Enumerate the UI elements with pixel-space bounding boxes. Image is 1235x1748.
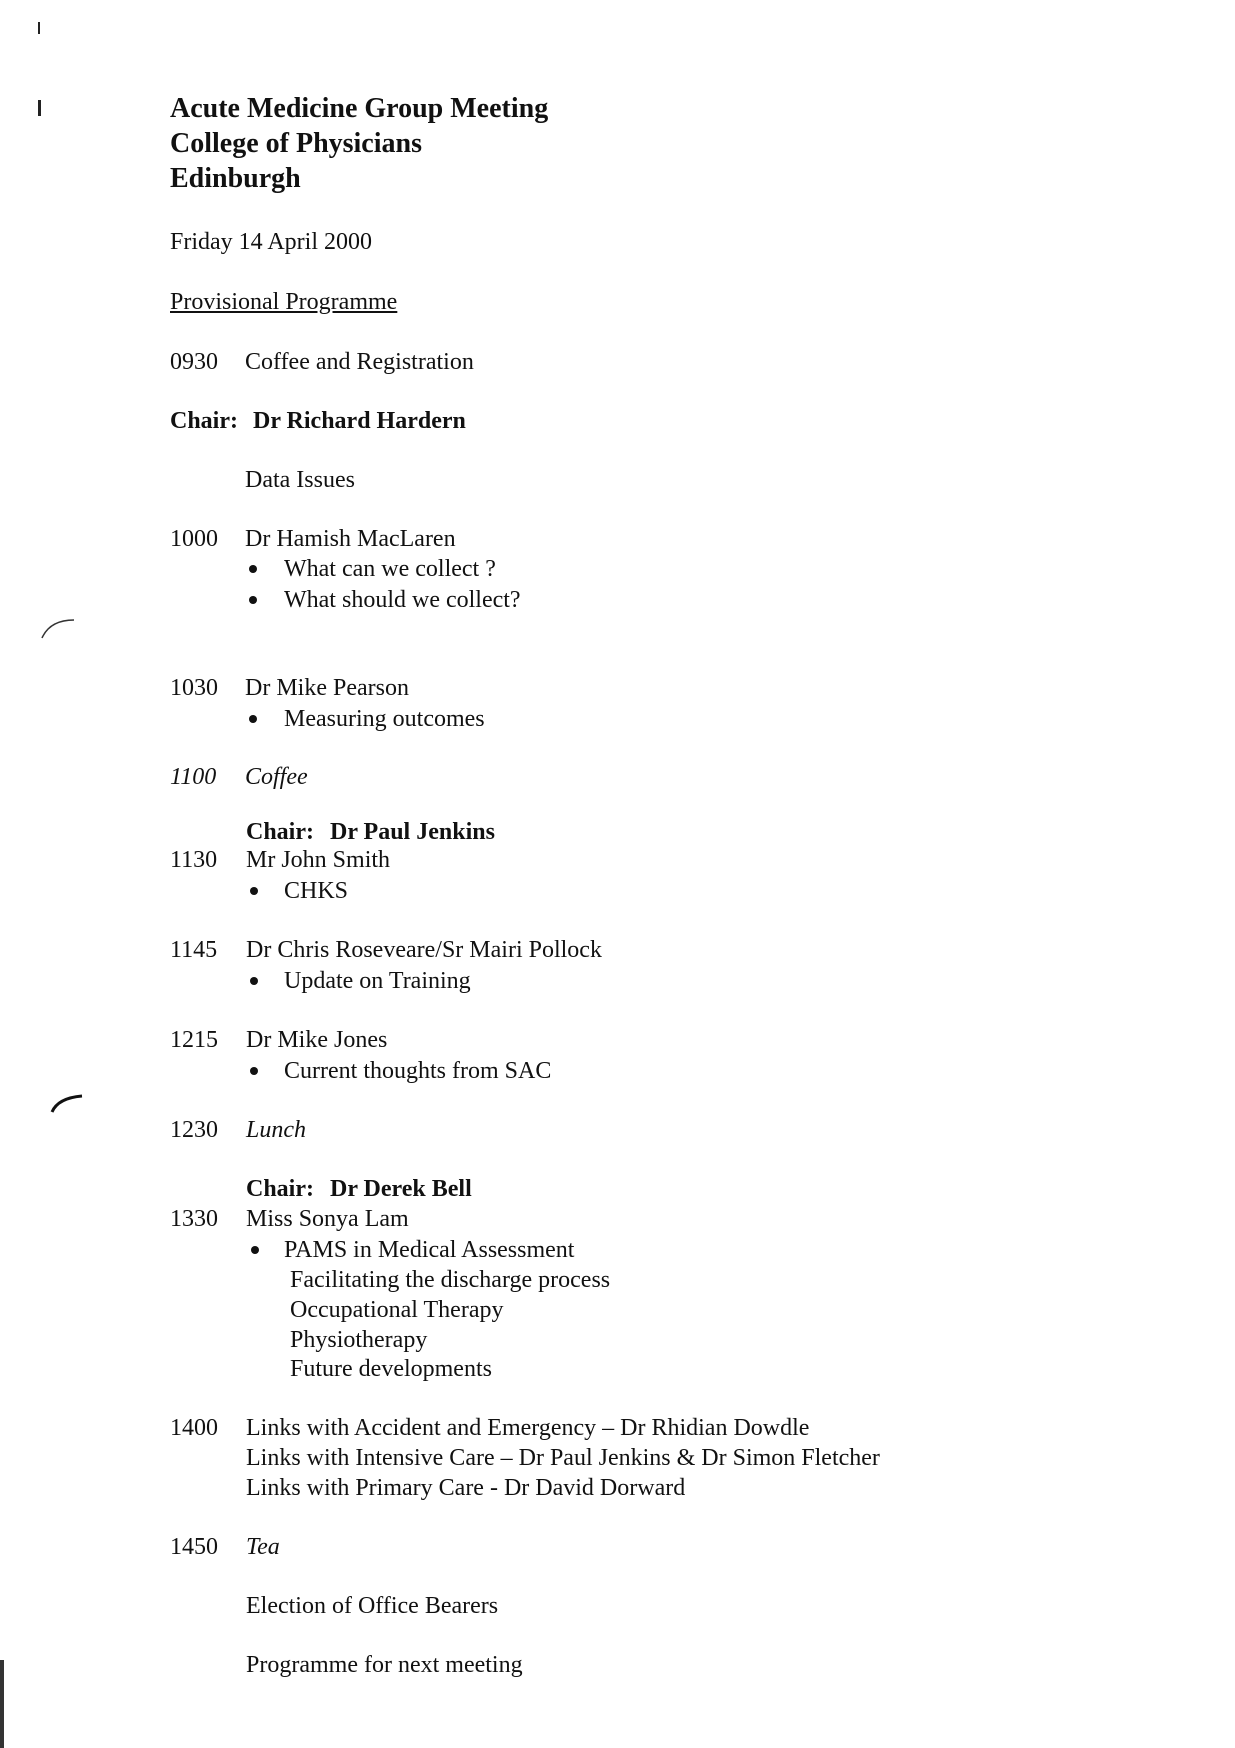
item-data-issues: Data Issues	[245, 467, 355, 493]
title-line-2: College of Physicians	[170, 128, 422, 159]
speaker: Dr Mike Jones	[246, 1027, 388, 1053]
item-coffee-registration: Coffee and Registration	[245, 349, 474, 375]
topic: PAMS in Medical Assessment	[284, 1237, 575, 1263]
topic: CHKS	[284, 878, 349, 904]
subtopic: Facilitating the discharge process	[290, 1267, 611, 1293]
scan-mark	[38, 100, 41, 116]
speaker: Dr Hamish MacLaren	[245, 526, 456, 552]
time-1450: 1450	[170, 1534, 218, 1560]
time-0930: 0930	[170, 349, 218, 375]
topic: Current thoughts from SAC	[284, 1058, 552, 1084]
time-1100: 1100	[170, 764, 217, 790]
bullet	[249, 596, 257, 604]
speaker: Miss Sonya Lam	[246, 1206, 409, 1232]
bullet	[250, 1067, 258, 1075]
meeting-date: Friday 14 April 2000	[170, 229, 372, 255]
title-line-3: Edinburgh	[170, 163, 301, 194]
title-line-1: Acute Medicine Group Meeting	[170, 93, 549, 124]
speaker: Mr John Smith	[246, 847, 391, 873]
bullet	[250, 887, 258, 895]
item-coffee: Coffee	[245, 764, 308, 790]
scan-curve	[40, 614, 76, 640]
scan-curve	[50, 1090, 84, 1116]
scan-mark	[38, 22, 40, 34]
time-1400: 1400	[170, 1415, 218, 1441]
item-election: Election of Office Bearers	[246, 1593, 499, 1619]
topic: What should we collect?	[284, 587, 521, 613]
time-1215: 1215	[170, 1027, 218, 1053]
chair-label: Chair:	[246, 819, 314, 845]
time-1145: 1145	[170, 937, 218, 963]
time-1230: 1230	[170, 1117, 218, 1143]
topic: What can we collect ?	[284, 556, 496, 582]
bullet	[250, 977, 258, 985]
time-1000: 1000	[170, 526, 218, 552]
time-1030: 1030	[170, 675, 218, 701]
topic: Update on Training	[284, 968, 471, 994]
chair-name: Dr Paul Jenkins	[330, 819, 495, 845]
item-lunch: Lunch	[246, 1117, 306, 1143]
chair-label: Chair:	[246, 1176, 314, 1202]
subtopic: Future developments	[290, 1356, 492, 1382]
chair-name: Dr Derek Bell	[330, 1176, 472, 1202]
subtopic: Physiotherapy	[290, 1327, 428, 1353]
topic: Measuring outcomes	[284, 706, 485, 732]
scan-edge	[0, 1660, 4, 1748]
subtopic: Occupational Therapy	[290, 1297, 504, 1323]
item-next-meeting: Programme for next meeting	[246, 1652, 523, 1678]
links-line: Links with Intensive Care – Dr Paul Jenkins & Dr Simon Fletcher	[246, 1445, 880, 1471]
speaker: Dr Chris Roseveare/Sr Mairi Pollock	[246, 937, 602, 963]
item-tea: Tea	[246, 1534, 280, 1560]
bullet	[249, 715, 257, 723]
chair-name: Dr Richard Hardern	[253, 408, 466, 434]
time-1130: 1130	[170, 847, 218, 873]
speaker: Dr Mike Pearson	[245, 675, 409, 701]
time-1330: 1330	[170, 1206, 218, 1232]
chair-label: Chair:	[170, 408, 238, 434]
links-line: Links with Accident and Emergency – Dr Rhidian Dowdle	[246, 1415, 810, 1441]
bullet	[249, 565, 257, 573]
bullet	[251, 1246, 259, 1254]
programme-heading: Provisional Programme	[170, 289, 398, 315]
links-line: Links with Primary Care - Dr David Dorward	[246, 1475, 686, 1501]
